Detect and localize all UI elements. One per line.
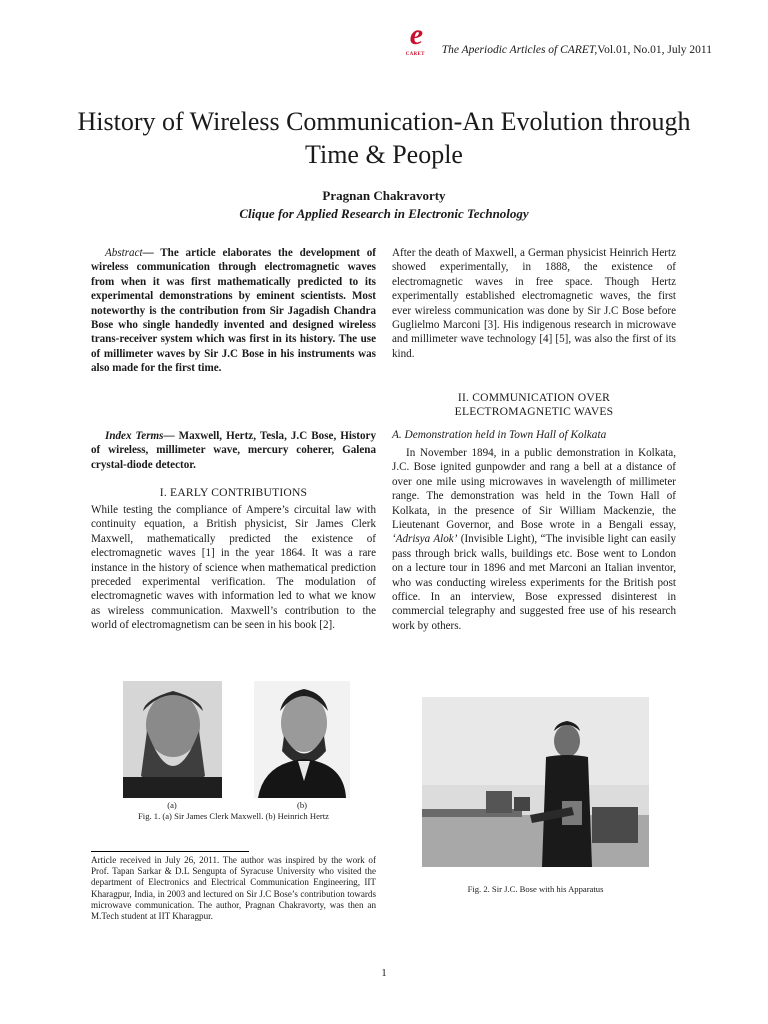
fig-1-caption: Fig. 1. (a) Sir James Clerk Maxwell. (b) Heinrich Hertz (138, 811, 329, 821)
author-name: Pragnan Chakravorty (322, 188, 446, 203)
section-2-heading (392, 391, 676, 420)
caret-logo (405, 18, 436, 57)
abstract-dash: — (142, 247, 154, 259)
maxwell-portrait (123, 681, 222, 798)
abstract-text: The article elaborates the development of wireless communication through electromagnetic waves from when it was first mathematically predicted to its experimental demonstrations by eminent scientists. Most noteworthy is the contribution from Sir Jagadish Chandra Bose who single handedly invented and designed wireless trans-receiver system which was first in its history. The use of millimeter waves by Sir J.C Bose in his instruments was also made for the first time. (91, 247, 376, 375)
section-1-body: While testing the compliance of Ampere’s circuital law with continuity equation, a British physicist, Sir James Clerk Maxwell, mathematically predicted the existence of electromagnetic waves [1] in the year 1864. It was a rare instance in the history of science when mathematical prediction preceded experimental verification. The modulation of electromagnetic waves with information led to what we know as wireless communication. Maxwell’s contribution to the world of electromagnetism can be seen in his book [2]. (91, 504, 376, 632)
section-1-heading: I. EARLY CONTRIBUTIONS (159, 486, 308, 499)
abstract (91, 246, 376, 376)
caret-logo-text: CARET (405, 52, 425, 57)
hertz-portrait (254, 681, 350, 798)
caret-logo-letter: e (409, 18, 424, 51)
section-2a-subheading: A. Demonstration held in Town Hall of Kolkata (392, 429, 607, 441)
section-2a-text-after: (Invisible Light), “The invisible light can easily pass through brick walls, buildings etc. Bose went to London on a lecture tour in 1896 and met Marconi an Italian inventor, who was conducting wireless experiments for the British post office. In an interview, Bose expressed disinterest in commercial telegraphy and suggested free use of his research work by others. (392, 533, 676, 632)
index-terms-dash: — (163, 430, 175, 442)
journal-issue: Vol.01, No.01, July 2011 (597, 44, 712, 56)
index-terms-label: Index Terms (105, 430, 164, 442)
footnote-rule (91, 851, 249, 852)
paper-title: History of Wireless Communication-An Evolution through Time & People (77, 107, 691, 169)
fig-2-caption: Fig. 2. Sir J.C. Bose with his Apparatus (467, 884, 604, 894)
essay-title: ‘Adrisya Alok’ (392, 533, 458, 546)
section-2-heading-line-1: II. COMMUNICATION OVER (457, 391, 611, 404)
section-2a-text-before: In November 1894, in a public demonstration in Kolkata, J.C. Bose ignited gunpowder and rang a bell at a distance of over one mile using microwaves in wavelength of millimeter range. The demonstration was held in the Town Hall of Kolkata, in the presence of Sir William Mackenzie, the Lieutenant Governor, and Bose wrote in a Bengali essay, (392, 447, 676, 532)
right-intro-paragraph: After the death of Maxwell, a German physicist Heinrich Hertz showed experimentally, in 1888, the existence of electromagnetic waves in free space. Though Hertz experimentally established electromagnetic waves, the first ever wireless communication was done by Sir J.C Bose before Guglielmo Marconi [3]. His indigenous research in microwave and millimeter wave technology [4] [5], was also the first of its kind. (392, 247, 676, 360)
bose-apparatus-photo (422, 697, 649, 867)
footnote: Article received in July 26, 2011. The author was inspired by the work of Prof. Tapan Sarkar & D.L Sengupta of Syracuse University who visited the department of Electronics and Electrical Communication Engineering, IIT Kharagpur, India, in 2003 and lectured on Sir J.C Bose’s contribution towards microwave communication. The author, Pragnan Chakravorty, was then an M.Tech student at IIT Kharagpur. (91, 855, 376, 922)
index-terms (91, 429, 376, 472)
abstract-label: Abstract (105, 247, 143, 259)
index-terms-text: Maxwell, Hertz, Tesla, J.C Bose, History of wireless, millimeter wave, mercury coherer, Galena crystal-diode detector. (91, 430, 376, 471)
section-2a-body (392, 446, 676, 633)
fig-1-label-a: (a) (167, 800, 177, 810)
section-2-heading-line-2: ELECTROMAGNETIC WAVES (454, 405, 614, 419)
page-number: 1 (381, 967, 387, 979)
journal-header (405, 18, 712, 57)
fig-1-label-b: (b) (296, 800, 308, 810)
journal-name: The Aperiodic Articles of CARET, (441, 44, 598, 56)
author-affiliation: Clique for Applied Research in Electronic Technology (239, 206, 529, 221)
